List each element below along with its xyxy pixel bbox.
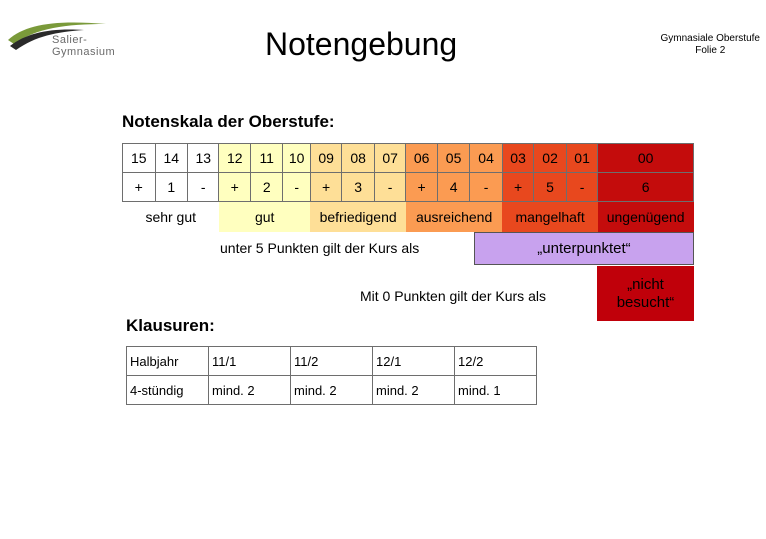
points-cell: 15	[123, 144, 156, 173]
points-cell: 06	[406, 144, 437, 173]
zero-points-text: Mit 0 Punkten gilt der Kurs als	[360, 288, 546, 304]
grade-scale-table	[122, 143, 694, 232]
exam-cell: 12/1	[373, 347, 455, 376]
exam-cell: Halbjahr	[127, 347, 209, 376]
points-cell: 05	[437, 144, 470, 173]
logo-text-line2: Gymnasium	[52, 46, 116, 58]
points-cell: 03	[502, 144, 533, 173]
grade-label-cell: ungenügend	[598, 202, 694, 232]
points-cell: 14	[155, 144, 188, 173]
school-logo	[6, 18, 116, 64]
signs-row	[123, 173, 694, 202]
sign-cell: -	[566, 173, 597, 202]
exam-cell: mind. 2	[209, 376, 291, 405]
grade-label-cell: befriedigend	[310, 202, 405, 232]
exams-heading: Klausuren:	[126, 316, 215, 335]
points-cell: 08	[342, 144, 375, 173]
points-cell: 13	[188, 144, 219, 173]
points-cell: 09	[310, 144, 341, 173]
exam-cell: mind. 2	[291, 376, 373, 405]
sign-cell: 4	[437, 173, 470, 202]
underpoints-badge: „unterpunktet“	[474, 232, 694, 265]
labels-row	[123, 202, 694, 232]
exam-cell: 12/2	[455, 347, 537, 376]
sign-cell: +	[123, 173, 156, 202]
points-cell: 10	[283, 144, 310, 173]
grade-label-cell: mangelhaft	[502, 202, 597, 232]
exam-cell: 4-stündig	[127, 376, 209, 405]
underpoints-text: unter 5 Punkten gilt der Kurs als	[220, 240, 420, 256]
table-row	[127, 347, 537, 376]
exam-cell: 11/1	[209, 347, 291, 376]
slide-number: Folie 2	[695, 45, 726, 56]
sign-cell: +	[219, 173, 250, 202]
exam-cell: 11/2	[291, 347, 373, 376]
exam-cell: mind. 2	[373, 376, 455, 405]
points-cell: 07	[374, 144, 405, 173]
sign-cell: +	[406, 173, 437, 202]
slide-course: Gymnasiale Oberstufe	[660, 33, 760, 44]
points-row	[123, 144, 694, 173]
points-cell: 12	[219, 144, 250, 173]
points-cell: 01	[566, 144, 597, 173]
points-cell: 04	[470, 144, 503, 173]
sign-cell: -	[470, 173, 503, 202]
sign-cell: 3	[342, 173, 375, 202]
sign-cell: -	[374, 173, 405, 202]
logo-text-line1: Salier-	[52, 34, 88, 46]
scale-heading: Notenskala der Oberstufe:	[122, 112, 335, 131]
table-row	[127, 376, 537, 405]
sign-cell: -	[188, 173, 219, 202]
exam-cell: mind. 1	[455, 376, 537, 405]
sign-cell: -	[283, 173, 310, 202]
exams-table	[126, 346, 537, 405]
grade-label-cell: ausreichend	[406, 202, 502, 232]
not-attended-badge: „nicht besucht“	[597, 266, 694, 321]
grade-label-cell: sehr gut	[123, 202, 219, 232]
sign-cell: 5	[534, 173, 567, 202]
slide-info	[661, 33, 761, 57]
page-title: Notengebung	[265, 26, 458, 62]
sign-cell: 1	[155, 173, 188, 202]
sign-cell: 2	[250, 173, 283, 202]
sign-cell: +	[502, 173, 533, 202]
points-cell: 11	[250, 144, 283, 173]
grade-label-cell: gut	[219, 202, 310, 232]
sign-cell: 6	[598, 173, 694, 202]
points-cell: 02	[534, 144, 567, 173]
sign-cell: +	[310, 173, 341, 202]
points-cell: 00	[598, 144, 694, 173]
